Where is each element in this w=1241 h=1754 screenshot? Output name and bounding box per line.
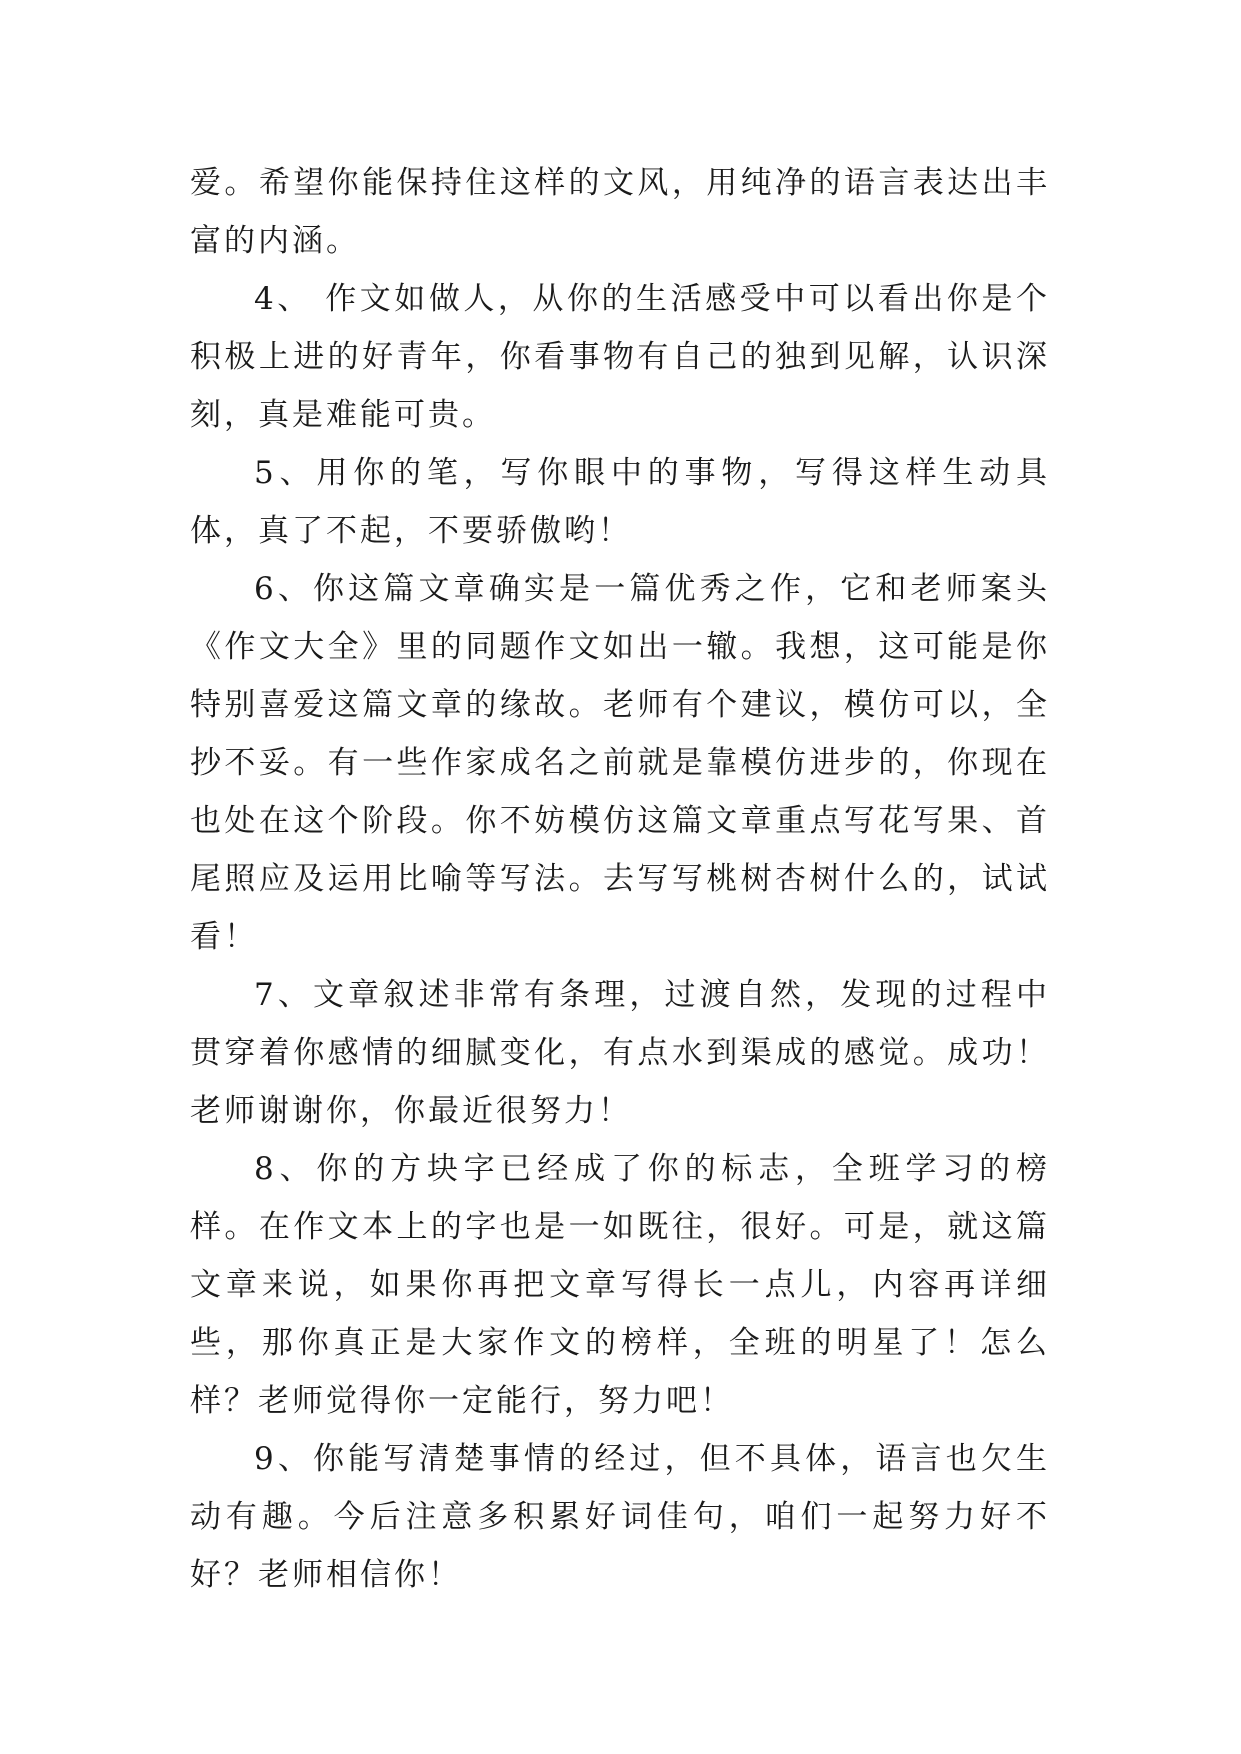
paragraph-continuation: 爱。希望你能保持住这样的文风，用纯净的语言表达出丰富的内涵。 — [190, 165, 1050, 259]
document-body — [190, 154, 1050, 1604]
paragraph-comment-9: 9、你能写清楚事情的经过，但不具体，语言也欠生动有趣。今后注意多积累好词佳句，咱们一起努力好不好？老师相信你！ — [190, 1441, 1050, 1593]
paragraph-comment-6: 6、你这篇文章确实是一篇优秀之作，它和老师案头《作文大全》里的同题作文如出一辙。我想，这可能是你特别喜爱这篇文章的缘故。老师有个建议，模仿可以，全抄不妥。有一些作家成名之前就是靠模仿进步的，你现在也处在这个阶段。你不妨模仿这篇文章重点写花写果、首尾照应及运用比喻等写法。去写写桃树杏树什么的，试试看！ — [190, 571, 1050, 955]
paragraph-comment-7: 7、文章叙述非常有条理，过渡自然，发现的过程中贯穿着你感情的细腻变化，有点水到渠成的感觉。成功！老师谢谢你，你最近很努力！ — [190, 977, 1050, 1129]
paragraph-comment-8: 8、你的方块字已经成了你的标志，全班学习的榜样。在作文本上的字也是一如既往，很好。可是，就这篇文章来说，如果你再把文章写得长一点儿，内容再详细些，那你真正是大家作文的榜样，全班的明星了！怎么样？老师觉得你一定能行，努力吧！ — [190, 1151, 1050, 1419]
paragraph-comment-5: 5、用你的笔，写你眼中的事物，写得这样生动具体，真了不起，不要骄傲哟！ — [190, 455, 1050, 549]
paragraph-comment-4: 4、 作文如做人，从你的生活感受中可以看出你是个积极上进的好青年，你看事物有自己的独到见解，认识深刻，真是难能可贵。 — [190, 281, 1050, 433]
